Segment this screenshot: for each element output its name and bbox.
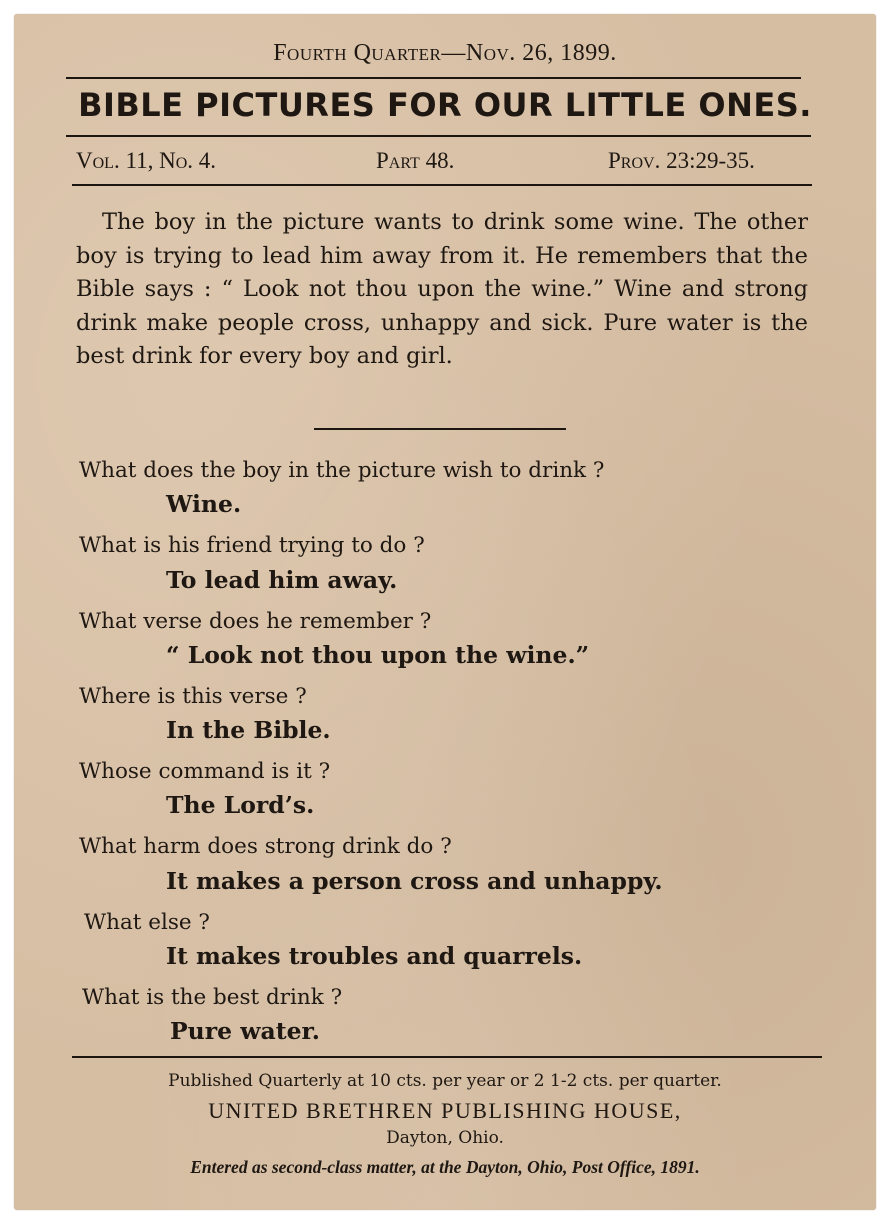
postal-entry-line: Entered as second-class matter, at the Dayton, Ohio, Post Office, 1891.: [190, 1157, 700, 1177]
question-5: Whose command is it ?: [79, 759, 331, 784]
publisher-name: UNITED BRETHREN PUBLISHING HOUSE,: [208, 1098, 682, 1123]
question-2: What is his friend trying to do ?: [79, 533, 425, 558]
page-title: BIBLE PICTURES FOR OUR LITTLE ONES.: [78, 86, 812, 124]
answer-3: “ Look not thou upon the wine.”: [166, 641, 590, 669]
scripture-reference: Prov. 23:29-35.: [608, 148, 755, 173]
question-7: What else ?: [84, 910, 210, 935]
quarter-date-line: Fourth Quarter—Nov. 26, 1899.: [273, 40, 617, 66]
question-8: What is the best drink ?: [82, 985, 343, 1010]
question-4: Where is this verse ?: [79, 684, 307, 709]
lesson-intro-paragraph: The boy in the picture wants to drink some wine. The other boy is trying to lead him away from it. He remembers that the Bible says : “ Look not thou upon the wine.” Wine and strong drink make people cross, unhappy and sick. Pure water is the best drink for every boy and girl.: [76, 209, 808, 369]
question-3: What verse does he remember ?: [79, 609, 432, 634]
lesson-card: [14, 14, 876, 1210]
answer-1: Wine.: [166, 490, 242, 518]
header-rule-top: [66, 77, 801, 79]
answer-6: It makes a person cross and unhappy.: [166, 867, 663, 895]
publisher-city: Dayton, Ohio.: [386, 1128, 504, 1148]
question-1: What does the boy in the picture wish to drink ?: [79, 458, 605, 483]
price-line: Published Quarterly at 10 cts. per year or 2 1-2 cts. per quarter.: [168, 1071, 722, 1091]
answer-7: It makes troubles and quarrels.: [166, 942, 583, 970]
section-divider: [314, 428, 566, 430]
volume-number: Vol. 11, No. 4.: [76, 148, 216, 173]
header-rule-bottom: [72, 184, 812, 186]
answer-8: Pure water.: [170, 1017, 320, 1045]
header-rule-middle: [66, 135, 811, 137]
answer-2: To lead him away.: [166, 566, 398, 594]
question-6: What harm does strong drink do ?: [79, 834, 452, 859]
answer-5: The Lord’s.: [166, 791, 315, 819]
part-number: Part 48.: [376, 148, 455, 173]
footer-rule: [72, 1056, 822, 1058]
answer-4: In the Bible.: [166, 716, 331, 744]
